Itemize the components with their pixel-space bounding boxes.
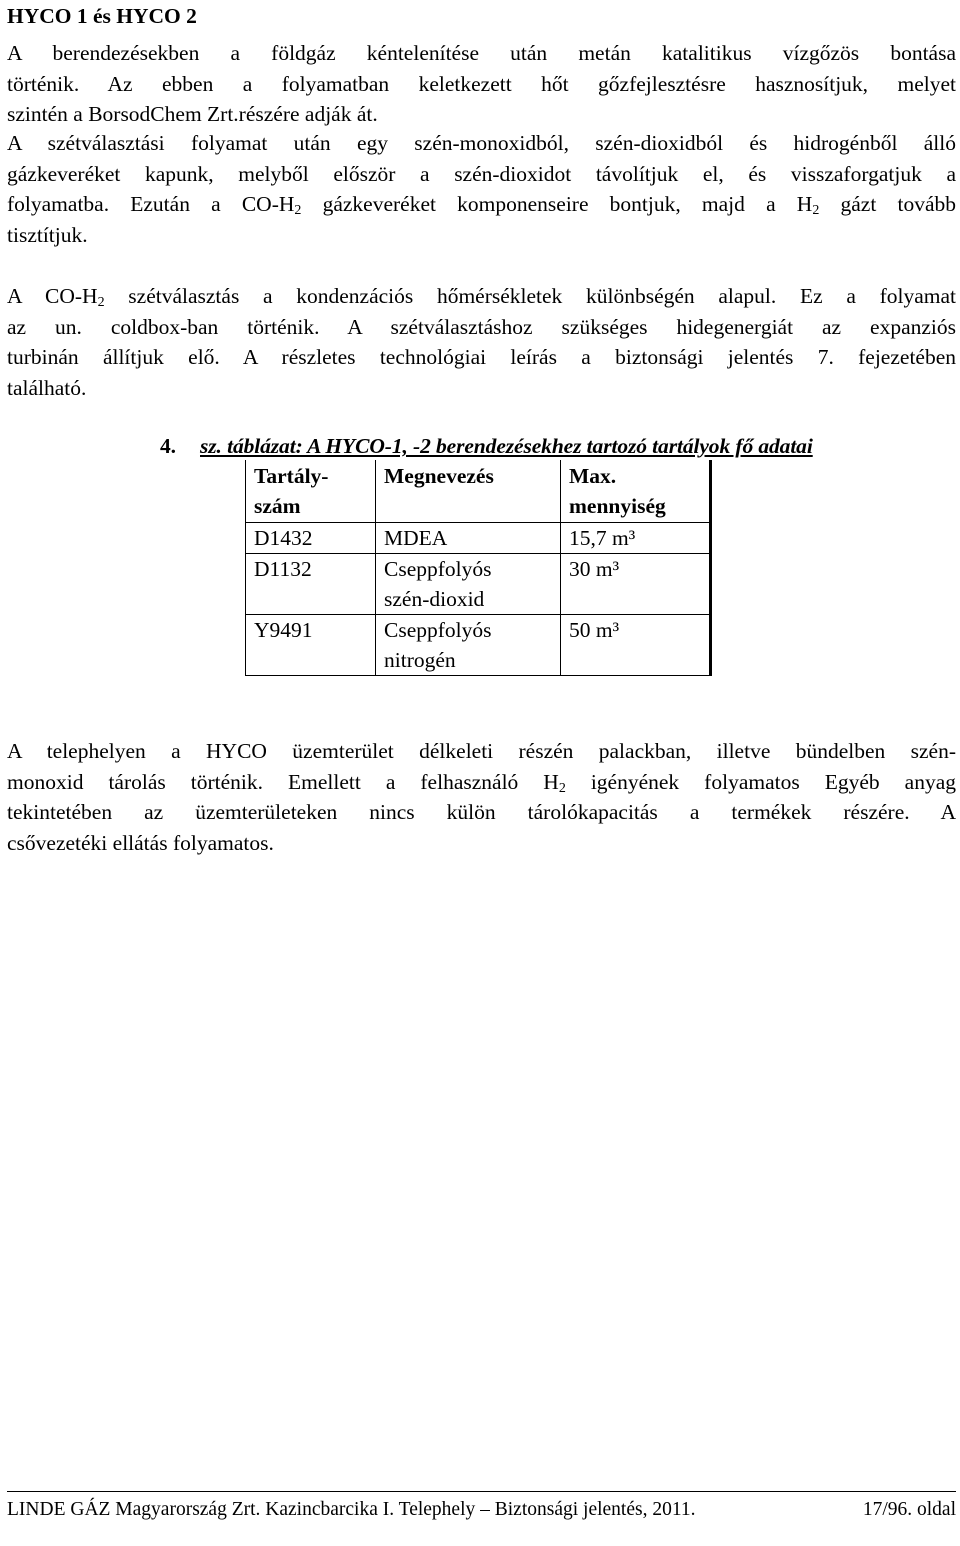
cell-tank-name: Cseppfolyós nitrogén (376, 615, 561, 676)
cell-tank-quantity: 30 m³ (561, 554, 711, 615)
text-line: gázkeveréket kapunk, melyből először a szén-dioxidot távolítjuk el, és visszaforgatjuk a (7, 161, 956, 186)
cell-tank-name: MDEA (376, 523, 561, 554)
text-line: A szétválasztási folyamat után egy szén-monoxidból, szén-dioxidból és hidrogénből álló (7, 131, 956, 155)
text-line: A berendezésekben a földgáz kéntelenítése után metán katalitikus vízgőzös bontása (7, 41, 956, 65)
header-max-quantity: Max. mennyiség (561, 460, 711, 523)
paragraph-process-intro (7, 38, 956, 130)
cell-tank-name: Cseppfolyós szén-dioxid (376, 554, 561, 615)
footer-page-number: 17/96. oldal (862, 1499, 956, 1520)
tank-data-table (245, 460, 712, 676)
paragraph-coldbox (7, 281, 956, 403)
paragraph-separation (7, 128, 956, 250)
paragraph-storage (7, 736, 956, 858)
table-caption (160, 431, 956, 461)
cell-tank-id: D1132 (246, 554, 376, 615)
text-line: található. (7, 375, 87, 400)
table-caption-number: 4. (160, 434, 176, 458)
table-row (246, 554, 711, 615)
text-line: tekintetében az üzemterületeken nincs külön tárolókapacitás a termékek részére. A (7, 800, 956, 824)
table-row (246, 523, 711, 554)
text-line: monoxid tárolás történik. Emellett a felhasználó $H_2$ igényének folyamatos Egyéb anyag (7, 769, 956, 796)
text-line: csővezetéki ellátás folyamatos. (7, 830, 274, 855)
text-line: történik. Az ebben a folyamatban keletkezett hőt gőzfejlesztésre hasznosítjuk, melyet (7, 71, 956, 96)
cell-tank-id: D1432 (246, 523, 376, 554)
section-heading: HYCO 1 és HYCO 2 (7, 4, 197, 28)
cell-tank-quantity: 15,7 m³ (561, 523, 711, 554)
header-name: Megnevezés (376, 460, 561, 523)
text-line: A $CO-H_2$ szétválasztás a kondenzációs hőmérsékletek különbségén alapul. Ez a folyamat (7, 284, 956, 310)
footer-document-title: LINDE GÁZ Magyarország Zrt. Kazincbarcika I. Telephely – Biztonsági jelentés, 2011. (7, 1499, 696, 1520)
table-caption-text: sz. táblázat: A HYCO-1, -2 berendezésekhez tartozó tartályok fő adatai (200, 434, 813, 458)
text-line: az un. coldbox-ban történik. A szétválasztáshoz szükséges hidegenergiát az expanziós (7, 314, 956, 339)
header-tank-number: Tartály- szám (246, 460, 376, 523)
text-line: A telephelyen a HYCO üzemterület délkeleti részén palackban, illetve bündelben szén- (7, 739, 956, 763)
text-line: szintén a BorsodChem Zrt.részére adják át. (7, 102, 378, 126)
cell-tank-quantity: 50 m³ (561, 615, 711, 676)
table-header-row (246, 460, 711, 523)
page-footer (7, 1491, 956, 1520)
text-line: folyamatba. Ezután a $CO-H_2$ gázkeveréket komponenseire bontjuk, majd a $H_2$ gázt tovább (7, 192, 957, 218)
table-row (246, 615, 711, 676)
text-line: tisztítjuk. (7, 222, 88, 247)
cell-tank-id: Y9491 (246, 615, 376, 676)
text-line: turbinán állítjuk elő. A részletes technológiai leírás a biztonsági jelentés 7. fejezetében (7, 345, 956, 369)
